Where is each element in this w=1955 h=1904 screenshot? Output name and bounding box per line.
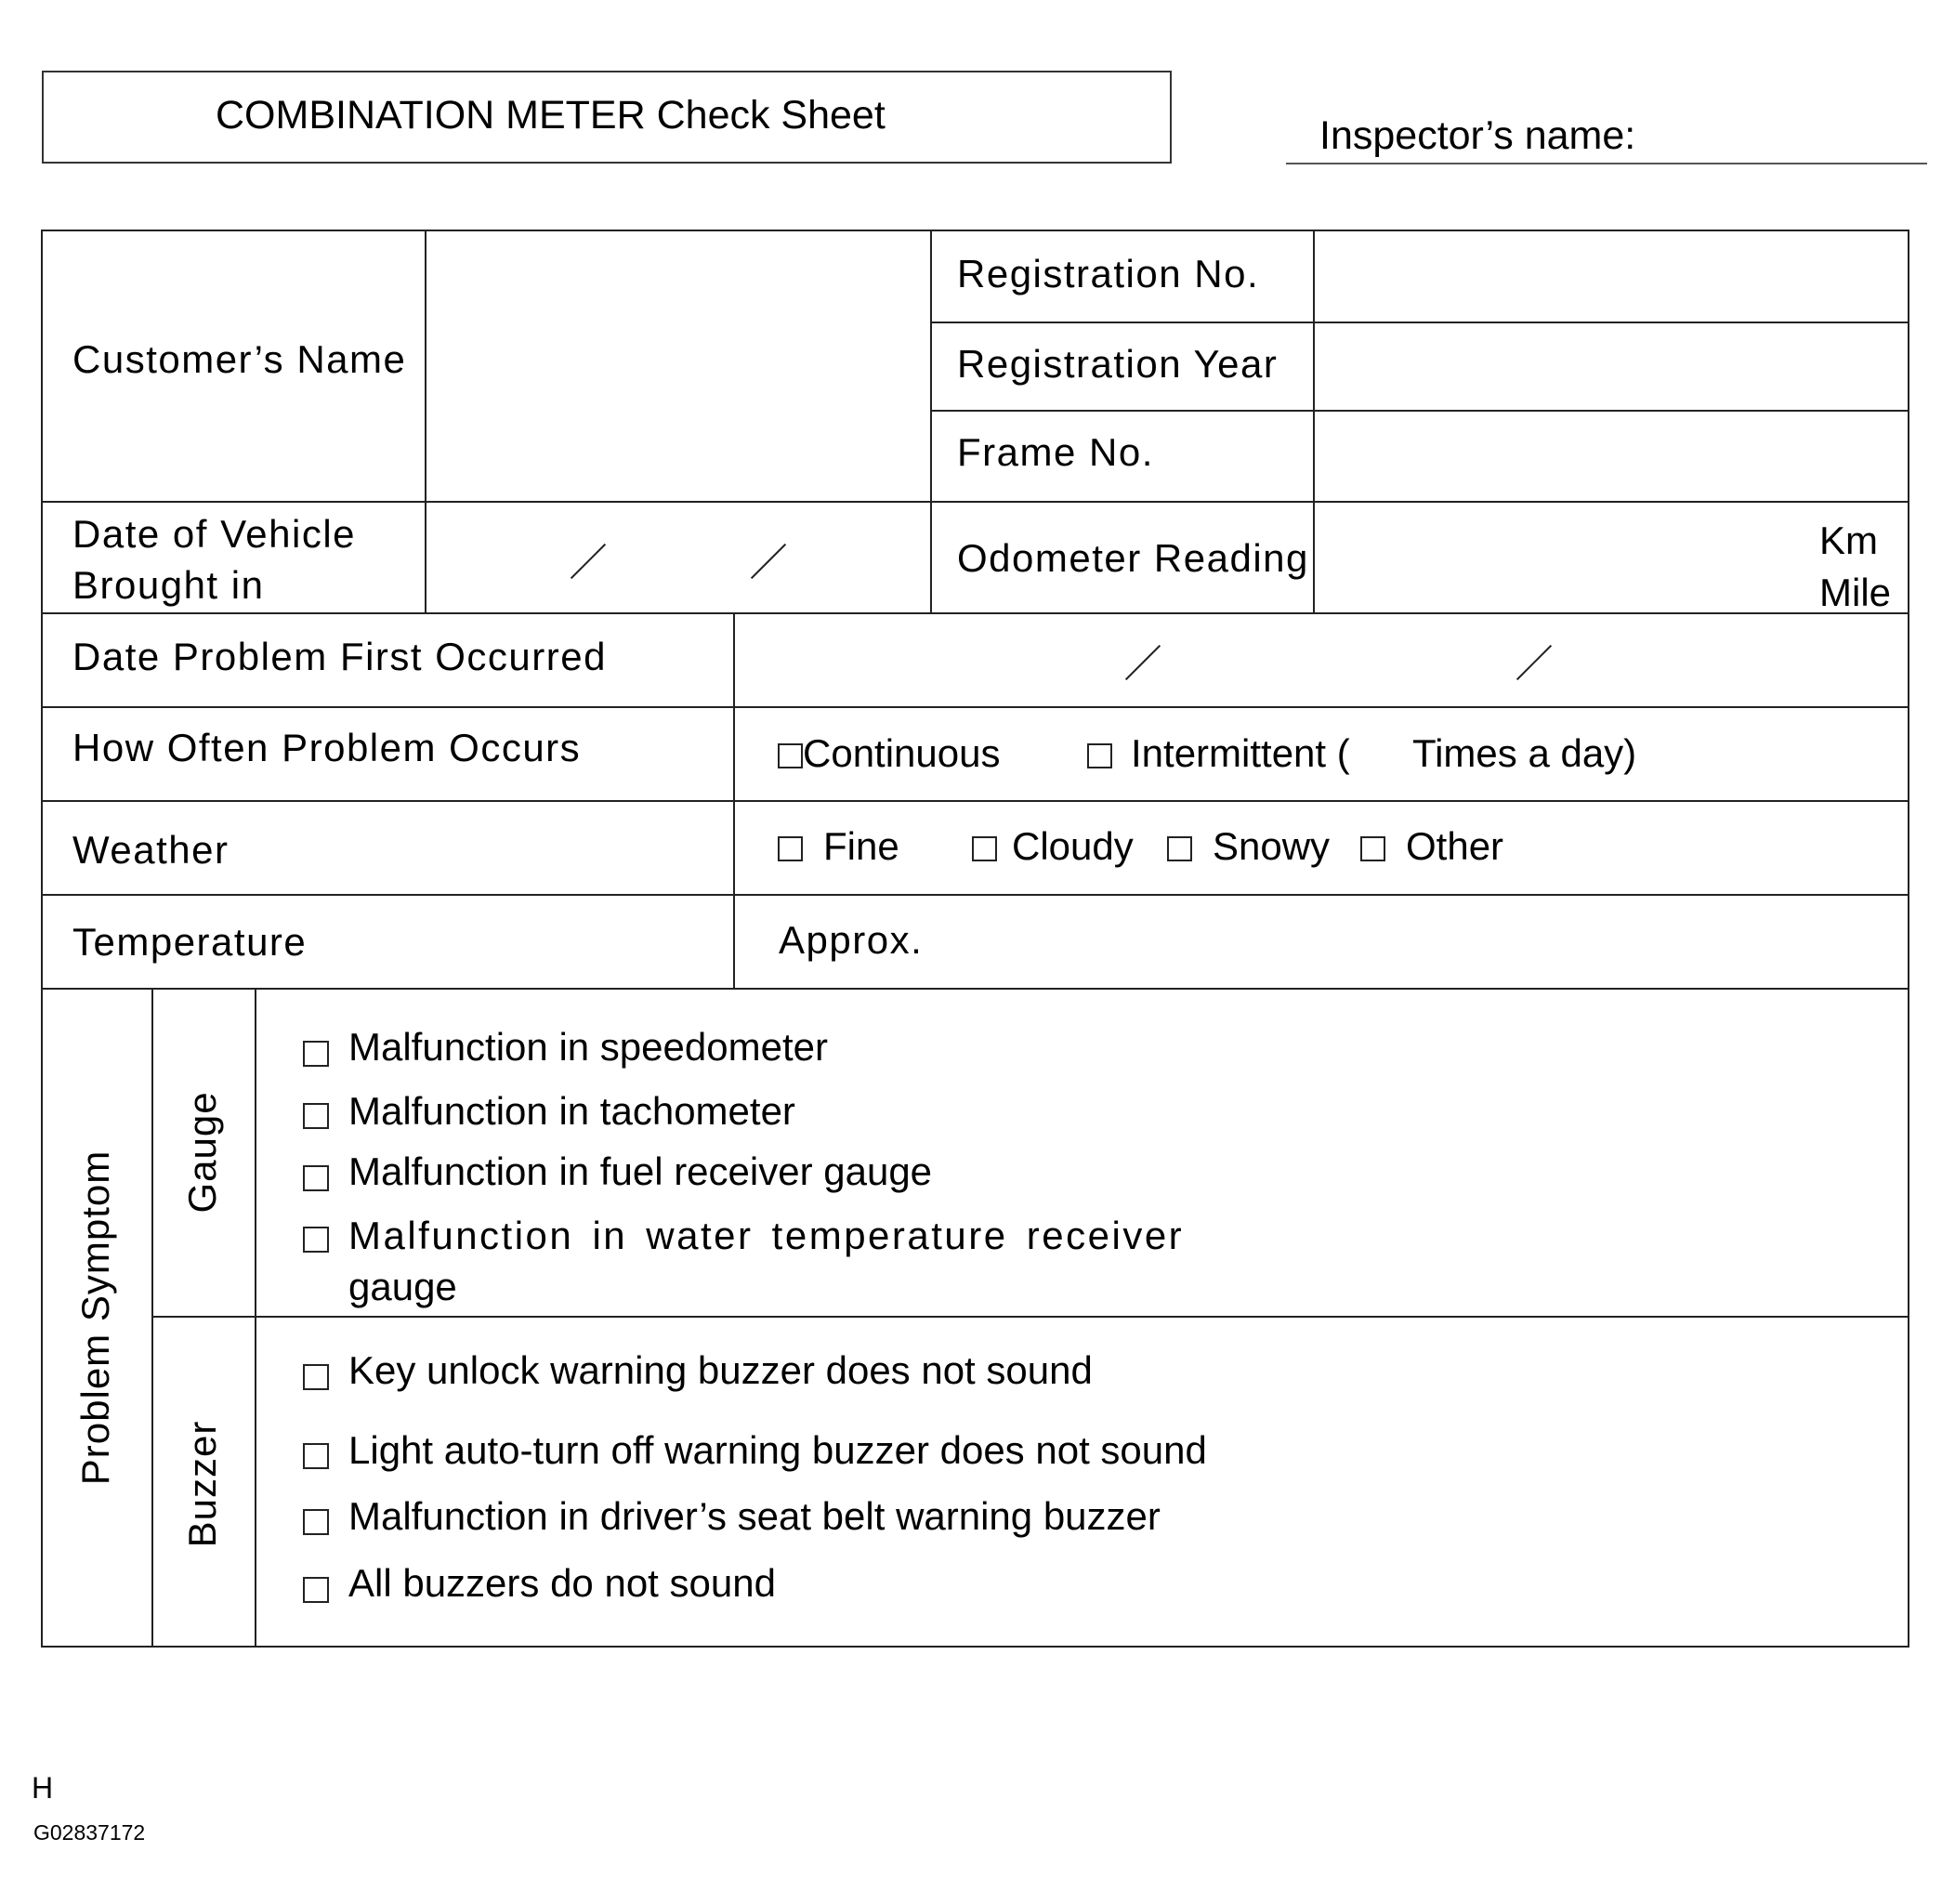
weather-option-label: Fine bbox=[823, 824, 899, 868]
gauge-checkbox-fuel[interactable] bbox=[303, 1165, 329, 1191]
col-divider bbox=[425, 230, 426, 614]
date-first-occurred-label: Date Problem First Occurred bbox=[72, 635, 607, 678]
buzzer-item-key-unlock: Key unlock warning buzzer does not sound bbox=[348, 1348, 1093, 1392]
weather-option-cloudy[interactable] bbox=[972, 821, 1134, 873]
footer-code-letter: H bbox=[32, 1771, 54, 1805]
date-brought-label-line1: Date of Vehicle bbox=[72, 512, 357, 556]
gauge-item-fuel: Malfunction in fuel receiver gauge bbox=[348, 1149, 933, 1193]
odometer-label: Odometer Reading bbox=[957, 536, 1309, 580]
buzzer-checkbox-light-auto-turn-off[interactable] bbox=[303, 1443, 329, 1469]
buzzer-item-light-auto-turn-off: Light auto-turn off warning buzzer does not sound bbox=[348, 1428, 1207, 1472]
inspector-name-label: Inspector’s name: bbox=[1319, 113, 1636, 158]
odometer-unit-mile[interactable]: Mile bbox=[1819, 571, 1892, 614]
checkbox[interactable] bbox=[778, 743, 803, 768]
row-divider bbox=[41, 706, 1909, 708]
weather-option-label: Snowy bbox=[1213, 824, 1331, 868]
option-continuous-label: Continuous bbox=[803, 731, 1001, 775]
frame-no-label: Frame No. bbox=[957, 430, 1154, 474]
gauge-item-water-temp: Malfunction in water temperature receiver bbox=[348, 1214, 1185, 1257]
registration-no-field[interactable] bbox=[1316, 231, 1907, 321]
gauge-item-speedometer: Malfunction in speedometer bbox=[348, 1025, 828, 1069]
registration-year-field[interactable] bbox=[1316, 323, 1907, 409]
odometer-field[interactable] bbox=[1316, 503, 1780, 611]
option-intermittent-label: Intermittent ( bbox=[1131, 731, 1350, 775]
frame-no-field[interactable] bbox=[1316, 412, 1907, 500]
sheet-title: COMBINATION METER Check Sheet bbox=[216, 93, 886, 138]
col-divider bbox=[255, 988, 256, 1648]
buzzer-item-all-buzzers: All buzzers do not sound bbox=[348, 1561, 776, 1605]
gauge-checkbox-water-temp[interactable] bbox=[303, 1227, 329, 1253]
gauge-label: Gauge bbox=[180, 1091, 224, 1214]
registration-no-label: Registration No. bbox=[957, 252, 1260, 295]
weather-option-snowy[interactable] bbox=[1167, 821, 1330, 873]
weather-label: Weather bbox=[72, 828, 230, 872]
row-divider bbox=[41, 988, 1909, 990]
temperature-field[interactable] bbox=[938, 896, 1905, 986]
how-often-label: How Often Problem Occurs bbox=[72, 726, 582, 769]
buzzer-checkbox-seat-belt[interactable] bbox=[303, 1509, 329, 1535]
row-divider bbox=[41, 800, 1909, 802]
figure-id: G02837172 bbox=[33, 1820, 146, 1845]
row-divider bbox=[151, 1316, 1909, 1318]
col-divider bbox=[930, 230, 932, 614]
temperature-approx-label: Approx. bbox=[779, 918, 924, 962]
date-brought-label-line2: Brought in bbox=[72, 563, 265, 607]
buzzer-label: Buzzer bbox=[180, 1420, 224, 1548]
date-first-occurred-field[interactable] bbox=[736, 614, 1907, 705]
checkbox[interactable] bbox=[778, 836, 803, 861]
checkbox[interactable] bbox=[1360, 836, 1385, 861]
inspector-name-line[interactable] bbox=[1286, 163, 1927, 164]
customer-name-label: Customer’s Name bbox=[72, 337, 407, 381]
customer-name-field[interactable] bbox=[427, 231, 929, 501]
problem-symptom-label: Problem Symptom bbox=[73, 1149, 117, 1486]
times-a-day-label: Times a day) bbox=[1412, 731, 1637, 775]
weather-option-label: Other bbox=[1406, 824, 1504, 868]
odometer-unit-km[interactable]: Km bbox=[1819, 519, 1878, 562]
buzzer-checkbox-all-buzzers[interactable] bbox=[303, 1577, 329, 1603]
gauge-checkbox-tachometer[interactable] bbox=[303, 1103, 329, 1129]
weather-option-other[interactable] bbox=[1360, 821, 1503, 873]
checkbox[interactable] bbox=[1167, 836, 1192, 861]
option-intermittent[interactable] bbox=[1087, 729, 1350, 780]
gauge-item-water-temp-continued: gauge bbox=[348, 1265, 457, 1308]
temperature-label: Temperature bbox=[72, 920, 308, 964]
registration-year-label: Registration Year bbox=[957, 342, 1279, 386]
option-continuous[interactable] bbox=[778, 729, 1000, 780]
weather-option-fine[interactable] bbox=[778, 821, 899, 873]
col-divider bbox=[151, 988, 153, 1648]
col-divider bbox=[1313, 230, 1315, 614]
buzzer-item-seat-belt: Malfunction in driver’s seat belt warning buzzer bbox=[348, 1494, 1161, 1538]
checkbox[interactable] bbox=[972, 836, 997, 861]
buzzer-checkbox-key-unlock[interactable] bbox=[303, 1364, 329, 1390]
gauge-checkbox-speedometer[interactable] bbox=[303, 1041, 329, 1067]
weather-option-label: Cloudy bbox=[1012, 824, 1134, 868]
gauge-item-tachometer: Malfunction in tachometer bbox=[348, 1089, 795, 1133]
checkbox[interactable] bbox=[1087, 743, 1112, 768]
col-divider bbox=[733, 612, 735, 989]
date-brought-field[interactable] bbox=[427, 503, 929, 611]
